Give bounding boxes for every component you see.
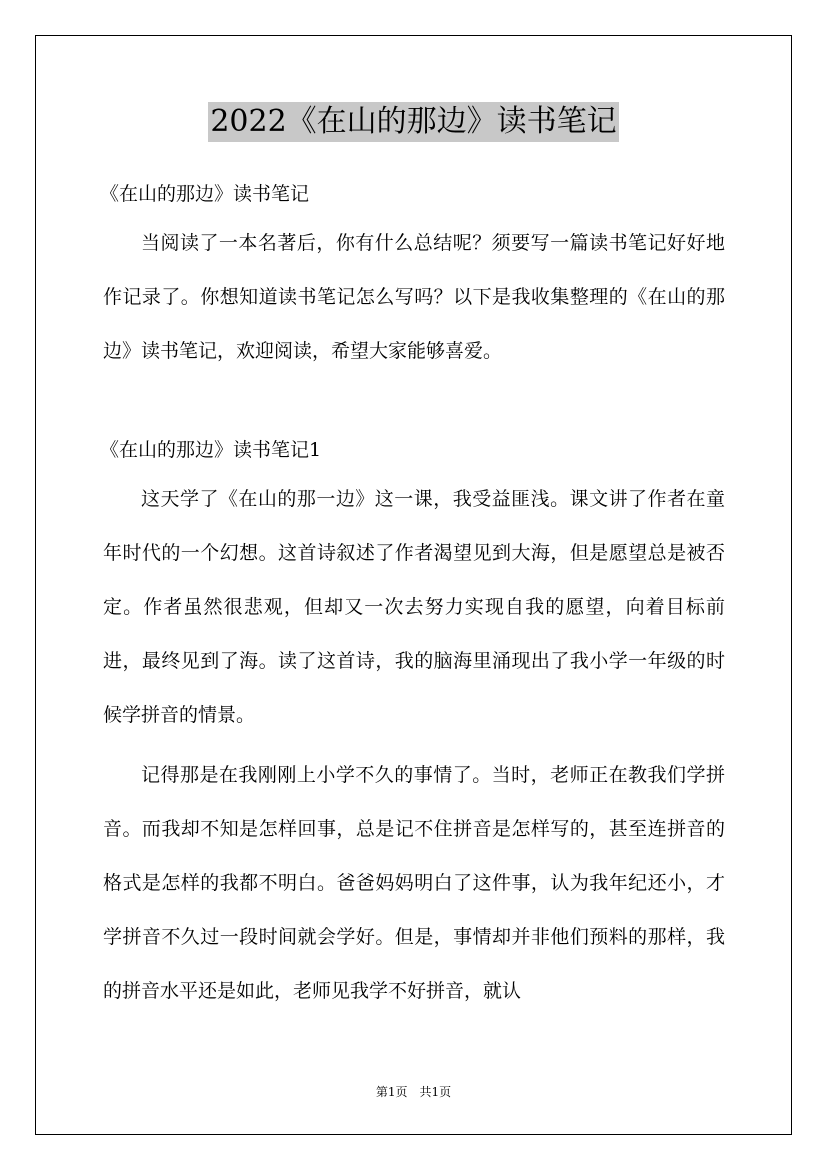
body-paragraph-2: 记得那是在我刚刚上小学不久的事情了。当时，老师正在教我们学拼音。而我却不知是怎样回事，总是记不住拼音是怎样写的，甚至连拼音的格式是怎样的我都不明白。爸爸妈妈明白了这件事，认为我年纪还小，才学拼音不久过一段时间就会学好。但是，事情却并非他们预料的那样，我的拼音水平还是如此，老师见我学不好拼音，就认 <box>103 764 725 1002</box>
section-title: 《在山的那边》读书笔记1 <box>100 439 322 461</box>
document-body <box>100 172 725 1018</box>
intro-paragraph: 当阅读了一本名著后，你有什么总结呢？须要写一篇读书笔记好好地作记录了。你想知道读书笔记怎么写吗？以下是我收集整理的《在山的那边》读书笔记，欢迎阅读，希望大家能够喜爱。 <box>103 232 725 362</box>
body-paragraph-1: 这天学了《在山的那一边》这一课，我受益匪浅。课文讲了作者在童年时代的一个幻想。这首诗叙述了作者渴望见到大海，但是愿望总是被否定。作者虽然很悲观，但却又一次去努力实现自我的愿望，向着目标前进，最终见到了海。读了这首诗，我的脑海里涌现出了我小学一年级的时候学拼音的情景。 <box>103 488 725 726</box>
section-spacer <box>103 378 725 428</box>
document-title: 2022《在山的那边》读书笔记 <box>208 102 618 142</box>
title-container <box>0 102 827 142</box>
document-subtitle: 《在山的那边》读书笔记 <box>100 183 310 205</box>
page-footer: 第1页 共1页 <box>375 1085 452 1099</box>
